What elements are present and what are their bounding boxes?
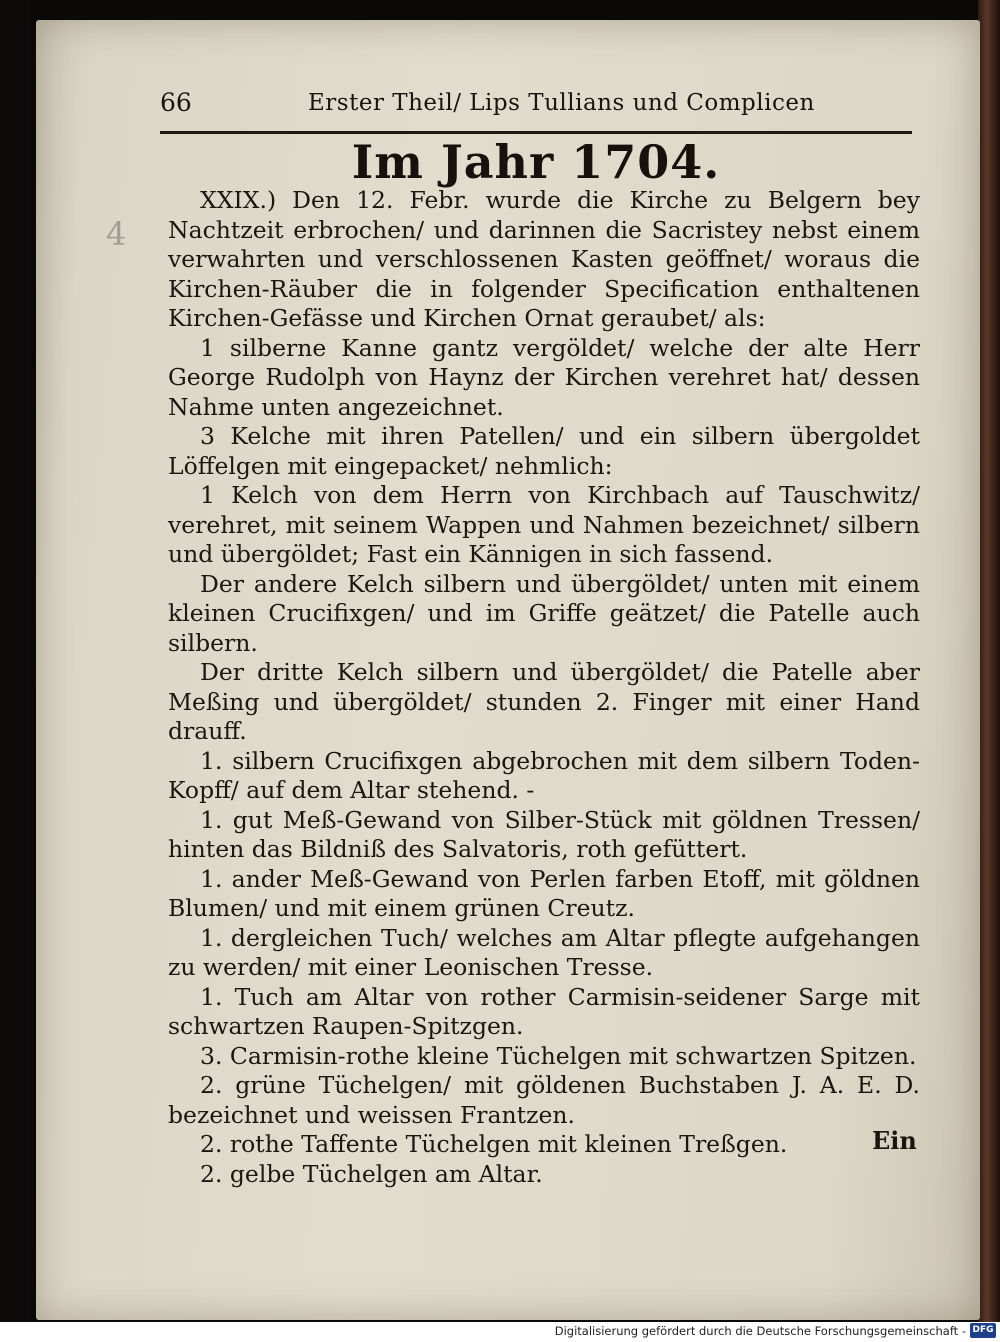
list-item: 2. grüne Tüchelgen/ mit göldenen Buchstaben J. A. E. D. bezeichnet und weissen Frantzen. [168, 1071, 920, 1129]
list-item: 1. Tuch am Altar von rother Carmisin-seidener Sarge mit schwartzen Raupen-Spitzgen. [168, 982, 920, 1040]
book-edge-right [978, 0, 1000, 1342]
list-item: 2. rothe Taffente Tüchelgen mit kleinen Treßgen. [200, 1130, 788, 1158]
list-item: 1. ander Meß-Gewand von Perlen farben Etoff, mit göldnen Blumen/ und mit einem grünen Creutz. [168, 864, 920, 922]
funding-credit: Digitalisierung gefördert durch die Deutsche Forschungsgemeinschaft - [554, 1324, 966, 1338]
page-header [160, 88, 920, 128]
running-head: Erster Theil/ Lips Tullians und Complicen [308, 90, 815, 116]
paragraph: XXIX.) Den 12. Febr. wurde die Kirche zu Belgern bey Nachtzeit erbrochen/ und darinnen die Sacristey nebst einem verwahrten und verschlossenen Kasten geöffnet/ woraus die Kirchen-Räuber die in folgender Specification enthaltenen Kirchen-Gefässe und Kirchen Ornat geraubet/ als: [168, 186, 920, 332]
catchword: Ein [872, 1126, 917, 1155]
list-item: 3. Carmisin-rothe kleine Tüchelgen mit schwartzen Spitzen. [200, 1041, 917, 1070]
section-title: Im Jahr 1704. [351, 135, 721, 189]
margin-pencil-mark: 4 [106, 215, 127, 253]
list-item: 1. gut Meß-Gewand von Silber-Stück mit göldnen Tressen/ hinten das Bildniß des Salvatoris, roth gefüttert. [168, 805, 920, 863]
list-item: 2. gelbe Tüchelgen am Altar. [200, 1159, 543, 1188]
book-edge-left [0, 0, 30, 1342]
list-item: 1. dergleichen Tuch/ welches am Altar pflegte aufgehangen zu werden/ mit einer Leonischen Tresse. [168, 923, 920, 981]
list-item: 1 silberne Kanne gantz vergöldet/ welche der alte Herr George Rudolph von Haynz der Kirchen verehret hat/ dessen Nahme unten angezeichnet. [168, 333, 920, 421]
list-item: 3 Kelche mit ihren Patellen/ und ein silbern übergoldet Löffelgen mit eingepacket/ nehmlich: [168, 422, 920, 480]
list-item: Der dritte Kelch silbern und übergöldet/ die Patelle aber Meßing und übergöldet/ stunden 2. Finger mit einer Hand drauff. [168, 658, 920, 745]
page-number: 66 [160, 88, 192, 117]
list-item: 1. silbern Crucifixgen abgebrochen mit dem silbern Toden-Kopff/ auf dem Altar stehend. - [168, 746, 920, 804]
header-rule [160, 131, 912, 134]
list-item: Der andere Kelch silbern und übergöldet/ unten mit einem kleinen Crucifixgen/ und im Griffe geätzet/ die Patelle auch silbern. [168, 569, 920, 657]
list-item: 1 Kelch von dem Herrn von Kirchbach auf Tauschwitz/ verehret, mit seinem Wappen und Nahmen bezeichnet/ silbern und übergöldet; Fast ein Kännigen in sich fassend. [168, 481, 920, 568]
body-text [168, 186, 920, 1189]
dfg-logo: DFG [970, 1323, 996, 1338]
